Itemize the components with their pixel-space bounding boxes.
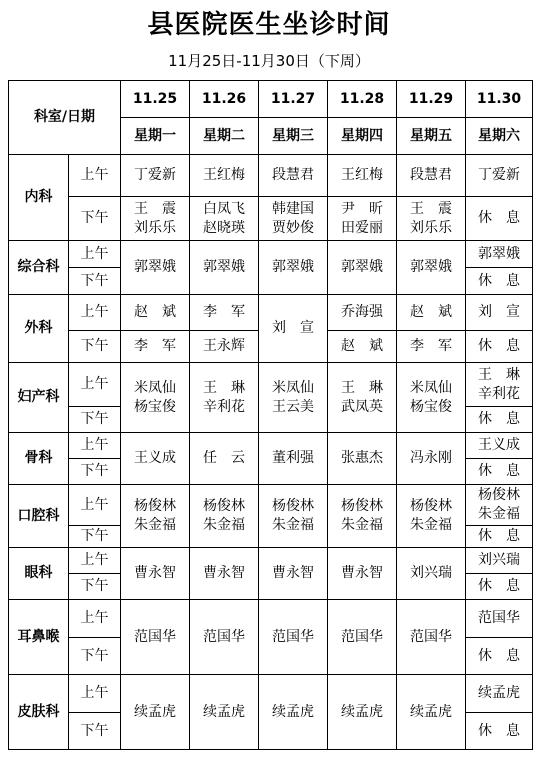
doctor-cell: 段慧君 [397,155,466,197]
doctor-cell: 曹永智 [121,548,190,600]
period-pm: 下午 [69,268,121,295]
doctor-cell: 丁爱新 [466,155,533,197]
doctor-cell: 郭翠娥 [466,241,533,268]
doctor-cell: 赵 斌 [328,331,397,363]
dept-name: 综合科 [9,241,69,295]
rest-cell: 休 息 [466,638,533,675]
doctor-cell: 刘 宣 [466,295,533,331]
period-pm: 下午 [69,197,121,241]
date-header: 11.30 [466,81,533,118]
dept-name: 外科 [9,295,69,363]
rest-cell: 休 息 [466,574,533,600]
doctor-cell: 范国华 [121,600,190,675]
doctor-cell: 王 琳 辛利花 [478,366,520,402]
doctor-cell: 刘 宣 [259,295,328,363]
rest-cell: 休 息 [466,197,533,241]
rest-cell: 休 息 [466,268,533,295]
doctor-cell: 丁爱新 [121,155,190,197]
period-pm: 下午 [69,459,121,485]
doctor-cell: 王 琳 辛利花 [203,379,245,415]
doctor-cell: 张惠杰 [328,433,397,485]
dept-name: 骨科 [9,433,69,485]
period-am: 上午 [69,600,121,638]
doctor-cell: 王义成 [466,433,533,459]
doctor-cell: 杨俊林 朱金福 [203,498,245,533]
date-header: 11.28 [328,81,397,118]
rest-cell: 休 息 [466,407,533,433]
rest-cell: 休 息 [466,526,533,548]
schedule-table [8,80,533,750]
doctor-cell: 刘兴瑞 [466,548,533,574]
corner-header: 科室/日期 [9,81,121,155]
doctor-cell: 杨俊林 朱金福 [272,498,314,533]
dept-name: 内科 [9,155,69,241]
doctor-cell: 董利强 [259,433,328,485]
doctor-cell: 曹永智 [259,548,328,600]
doctor-cell: 赵 斌 [121,295,190,331]
period-am: 上午 [69,363,121,407]
period-am: 上午 [69,675,121,713]
doctor-cell: 王永辉 [190,331,259,363]
doctor-cell: 曹永智 [190,548,259,600]
doctor-cell: 任 云 [190,433,259,485]
period-pm: 下午 [69,638,121,675]
doctor-cell: 王 震 刘乐乐 [134,200,176,236]
doctor-cell: 郭翠娥 [397,241,466,295]
weekday-header: 星期一 [121,118,190,155]
dept-name: 皮肤科 [9,675,69,750]
period-am: 上午 [69,433,121,459]
weekday-header: 星期二 [190,118,259,155]
dept-name: 眼科 [9,548,69,600]
doctor-cell: 续孟虎 [190,675,259,750]
doctor-cell: 范国华 [466,600,533,638]
rest-cell: 休 息 [466,331,533,363]
weekday-header: 星期六 [466,118,533,155]
doctor-cell: 米凤仙 杨宝俊 [410,379,452,415]
period-pm: 下午 [69,407,121,433]
doctor-cell: 杨俊林 朱金福 [410,498,452,533]
period-pm: 下午 [69,574,121,600]
doctor-cell: 范国华 [397,600,466,675]
doctor-cell: 李 军 [190,295,259,331]
period-am: 上午 [69,295,121,331]
doctor-cell: 王红梅 [328,155,397,197]
weekday-header: 星期四 [328,118,397,155]
date-header: 11.26 [190,81,259,118]
doctor-cell: 续孟虎 [328,675,397,750]
period-am: 上午 [69,485,121,526]
doctor-cell: 李 军 [397,331,466,363]
doctor-cell: 续孟虎 [121,675,190,750]
doctor-cell: 杨俊林 朱金福 [478,487,520,522]
doctor-cell: 刘兴瑞 [397,548,466,600]
rest-cell: 休 息 [466,459,533,485]
doctor-cell: 杨俊林 朱金福 [134,498,176,533]
doctor-cell: 段慧君 [259,155,328,197]
doctor-cell: 续孟虎 [259,675,328,750]
period-pm: 下午 [69,331,121,363]
doctor-cell: 乔海强 [328,295,397,331]
doctor-cell: 续孟虎 [466,675,533,713]
period-am: 上午 [69,241,121,268]
doctor-cell: 范国华 [328,600,397,675]
doctor-cell: 米凤仙 杨宝俊 [134,379,176,415]
doctor-cell: 王 震 刘乐乐 [410,200,452,236]
doctor-cell: 李 军 [121,331,190,363]
dept-name: 妇产科 [9,363,69,433]
weekday-header: 星期五 [397,118,466,155]
doctor-cell: 冯永刚 [397,433,466,485]
doctor-cell: 白凤飞 赵晓瑛 [203,200,245,236]
doctor-cell: 范国华 [259,600,328,675]
dept-name: 耳鼻喉 [9,600,69,675]
doctor-cell: 续孟虎 [397,675,466,750]
doctor-cell: 郭翠娥 [328,241,397,295]
doctor-cell: 尹 昕 田爱丽 [341,200,383,236]
weekday-header: 星期三 [259,118,328,155]
doctor-cell: 韩建国 贾妙俊 [272,200,314,236]
date-header: 11.25 [121,81,190,118]
date-header: 11.27 [259,81,328,118]
doctor-cell: 郭翠娥 [190,241,259,295]
doctor-cell: 王红梅 [190,155,259,197]
doctor-cell: 郭翠娥 [121,241,190,295]
doctor-cell: 范国华 [190,600,259,675]
period-am: 上午 [69,548,121,574]
page-title: 县医院医生坐诊时间 [147,10,391,40]
doctor-cell: 赵 斌 [397,295,466,331]
dept-name: 口腔科 [9,485,69,548]
period-am: 上午 [69,155,121,197]
period-pm: 下午 [69,526,121,548]
date-header: 11.29 [397,81,466,118]
rest-cell: 休 息 [466,713,533,750]
doctor-cell: 王 琳 武凤英 [341,379,383,415]
page-subtitle: 11月25日-11月30日（下周） [168,52,370,70]
doctor-cell: 杨俊林 朱金福 [341,498,383,533]
doctor-cell: 郭翠娥 [259,241,328,295]
doctor-cell: 王义成 [121,433,190,485]
doctor-cell: 米凤仙 王云美 [272,379,314,415]
doctor-cell: 曹永智 [328,548,397,600]
period-pm: 下午 [69,713,121,750]
